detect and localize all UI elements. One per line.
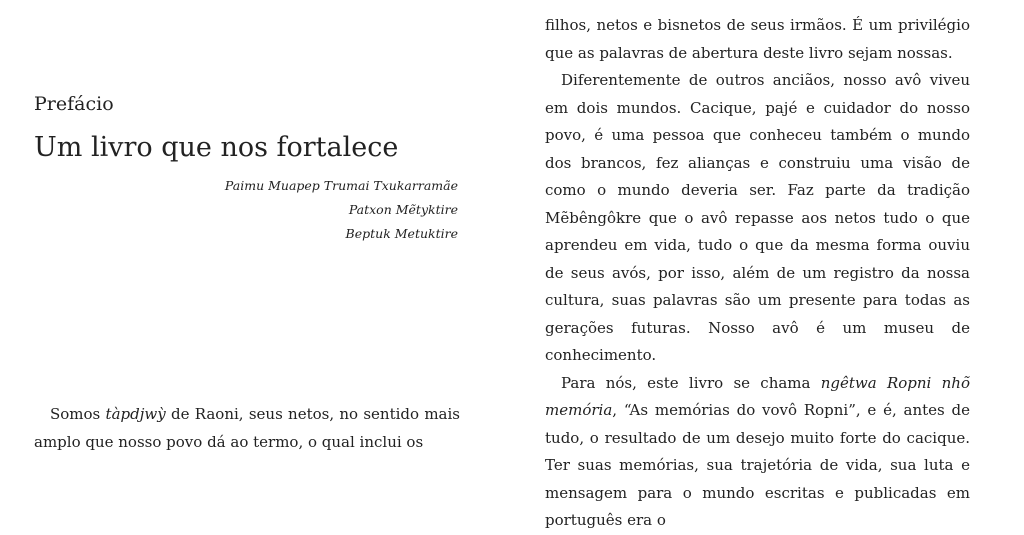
paragraph: Diferentemente de outros anciãos, nosso avô viveu em dois mundos. Cacique, pajé e cuidador do nosso povo, é uma pessoa que conheceu também o mundo dos brancos, fez alianças e construiu uma visão de como o mundo deveria ser. Faz parte da tradição Mẽbêngôkre que o avô repasse aos netos tudo o que aprendeu em vida, tudo o que da mesma forma ouviu de seus avós, por isso, além de um registro da nossa cultura, suas palavras são um presente para todas as gerações futuras. Nosso avô é um museu de conhecimento. <box>545 71 970 364</box>
italic-book-title: ngêtwa Ropni nhõ memória <box>545 373 970 419</box>
text-run: , “As memórias do vovô Ropni”, e é, antes de tudo, o resultado de um desejo muito forte do cacique. Ter suas memórias, sua trajetória de vida, sua luta e mensagem para o mundo escritas e publicadas em português era o <box>545 401 970 529</box>
section-label: Prefácio <box>34 93 114 115</box>
author-name: Patxon Mẽtyktire <box>348 202 458 217</box>
author-list <box>225 174 458 246</box>
right-body-text <box>545 12 970 535</box>
text-run: Somos <box>50 405 106 423</box>
italic-term: tàpdjwỳ <box>105 405 166 423</box>
author-name: Beptuk Metuktire <box>345 226 458 241</box>
right-page <box>545 0 970 529</box>
paragraph <box>34 401 460 456</box>
paragraph <box>545 370 970 535</box>
paragraph-continued: filhos, netos e bisnetos de seus irmãos. É um privilégio que as palavras de abertura deste livro sejam nossas. <box>545 16 970 62</box>
left-page <box>34 0 460 495</box>
chapter-title: Um livro que nos fortalece <box>34 132 399 163</box>
left-body-text <box>34 401 460 456</box>
text-run: Para nós, este livro se chama <box>561 373 821 392</box>
author-name: Paimu Muapep Trumai Txukarramãe <box>224 178 458 193</box>
text-run: de Raoni, seus netos, no sentido mais amplo que nosso povo dá ao termo, o qual inclui os <box>34 405 460 451</box>
